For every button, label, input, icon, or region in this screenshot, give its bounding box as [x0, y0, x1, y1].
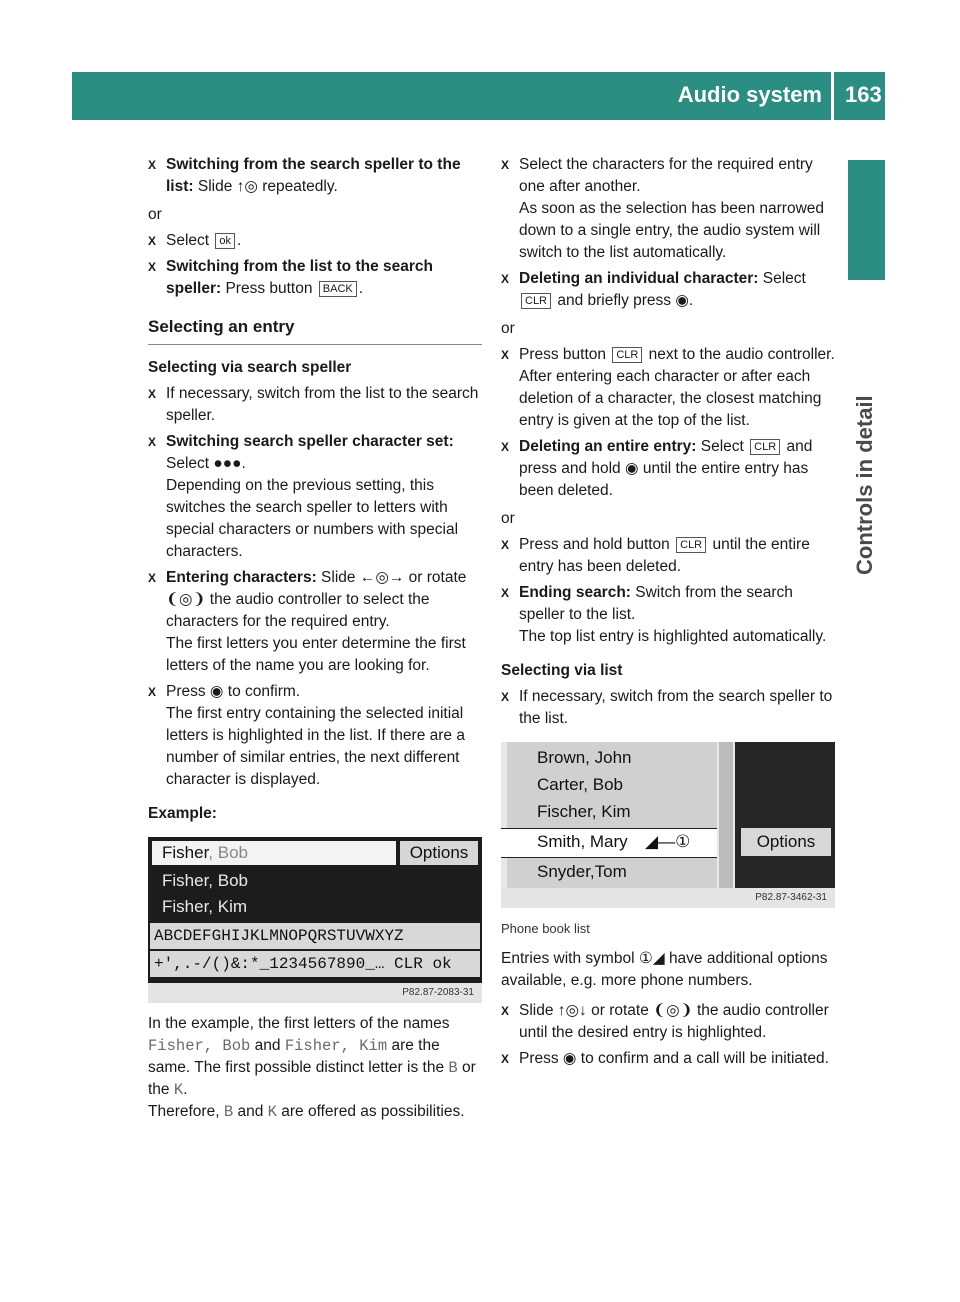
step-end: . [237, 232, 242, 249]
step-arrow-icon: X [148, 158, 157, 172]
step-text: If necessary, switch from the list to the search speller. [166, 385, 479, 424]
para-text: and [254, 1037, 281, 1054]
step-text: Press button [221, 280, 313, 297]
step-text: Slide ←◎→ or rotate ❨◎❩ the audio controller to select the characters for the required entry. [166, 569, 467, 630]
step-bold: Deleting an individual character: [519, 270, 759, 287]
phone-book-screenshot [501, 742, 835, 908]
keyboard-row-symbols: +',.-/()&:*_1234567890_… CLR ok [150, 951, 480, 977]
step-arrow-icon: X [501, 158, 510, 172]
example-paragraph [148, 1013, 482, 1123]
mono-text: K [267, 1103, 277, 1121]
step-bold: Switching from the search speller to the list: [166, 156, 461, 195]
step-continuation: The top list entry is highlighted automatically. [519, 628, 827, 645]
step-arrow-icon: X [148, 571, 157, 585]
step-text: Select ●●●. [166, 455, 246, 472]
list-item: Brown, John [537, 748, 632, 767]
step-end: until the entire entry has been deleted. [519, 536, 810, 575]
list-item: Snyder,Tom [537, 862, 627, 881]
left-column [148, 150, 482, 1123]
step-arrow-icon: X [501, 1004, 510, 1018]
step [501, 1000, 835, 1044]
step-arrow-icon: X [501, 348, 510, 362]
options-button: Options [400, 841, 478, 865]
para-text: Therefore, [148, 1103, 220, 1120]
step [501, 534, 835, 578]
step-arrow-icon: X [148, 435, 157, 449]
step-text: Press and hold button [519, 536, 670, 553]
options-button: Options [741, 828, 831, 856]
step-text: Select [696, 438, 744, 455]
step [148, 431, 482, 563]
step-continuation: The first entry containing the selected initial letters is highlighted in the list. If there are a number of similar entries, the next different character is displayed. [166, 705, 465, 788]
mono-text: Fisher, Kim [284, 1037, 388, 1055]
step [501, 686, 835, 730]
step-continuation: As soon as the selection has been narrowed down to a single entry, the audio system will switch to the list automatically. [519, 200, 825, 261]
step-bold: Deleting an entire entry: [519, 438, 697, 455]
speller-input [152, 841, 396, 865]
para-text: are offered as possibilities. [281, 1103, 465, 1120]
scrollbar [719, 742, 733, 888]
step-text: Select the characters for the required entry one after another. [519, 156, 813, 195]
paragraph: Entries with symbol ①◢ have additional options available, e.g. more phone numbers. [501, 950, 828, 989]
step-bold: Ending search: [519, 584, 631, 601]
step-end: next to the audio controller. [648, 346, 835, 363]
step-bold: Switching from the list to the search speller: [166, 258, 433, 297]
step [501, 268, 835, 312]
step-arrow-icon: X [501, 272, 510, 286]
step-text: Slide ↑◎ repeatedly. [193, 178, 338, 195]
step-arrow-icon: X [501, 690, 510, 704]
mono-text: K [173, 1081, 184, 1099]
step-arrow-icon: X [148, 387, 157, 401]
step-end: . [358, 280, 364, 297]
step [501, 1048, 835, 1070]
clr-icon: CLR [521, 293, 551, 309]
list-item: Fischer, Kim [537, 802, 631, 821]
list-item-selected: Smith, Mary [537, 832, 628, 851]
step-arrow-icon: X [148, 234, 157, 248]
step-text: Press ◉ to confirm and a call will be initiated. [519, 1050, 829, 1067]
step-end: and press and hold ◉ until the entire entry has been deleted. [519, 438, 813, 499]
para-text: are the same. The first possible distinct letter is the [148, 1037, 445, 1076]
section-heading: Selecting an entry [148, 316, 482, 345]
image-reference: P82.87-3462-31 [501, 888, 835, 908]
image-reference: P82.87-2083-31 [148, 983, 482, 1003]
step [501, 154, 835, 264]
example-label: Example: [148, 805, 217, 822]
step-text: Press ◉ to confirm. [166, 683, 301, 700]
subheading: Selecting via search speller [148, 359, 352, 376]
step-text: If necessary, switch from the search speller to the list. [519, 688, 833, 727]
chapter-title: Audio system [677, 82, 822, 107]
image-caption: Phone book list [501, 921, 590, 936]
mono-text: B [223, 1103, 234, 1121]
step-bold: Switching search speller character set: [166, 433, 454, 450]
list-item: Carter, Bob [537, 775, 623, 794]
step [501, 582, 835, 648]
ok-icon: ok [215, 233, 235, 249]
list-item: Fisher, Kim [162, 897, 248, 916]
step-arrow-icon: X [501, 586, 510, 600]
step [501, 436, 835, 502]
clr-icon: CLR [676, 537, 706, 553]
keyboard-row-letters: ABCDEFGHIJKLMNOPQRSTUVWXYZ [150, 923, 480, 949]
mono-text: Fisher, Bob [148, 1037, 251, 1055]
step-text: Select [758, 270, 806, 287]
step-end: and briefly press ◉. [557, 292, 694, 309]
right-column [501, 150, 835, 1073]
mono-text: B [448, 1059, 458, 1077]
step-continuation: Depending on the previous setting, this switches the search speller to letters with special characters or numbers with special characters. [166, 477, 459, 560]
step-arrow-icon: X [501, 440, 510, 454]
side-tab [848, 160, 885, 280]
options-marker-icon: ◢—① [645, 832, 691, 851]
dark-panel [735, 742, 835, 888]
step-bold: Entering characters: [166, 569, 317, 586]
step-arrow-icon: X [501, 1052, 510, 1066]
page-number: 163 [845, 82, 882, 107]
clr-icon: CLR [750, 439, 780, 455]
para-text: or the [148, 1059, 476, 1098]
step [148, 256, 482, 300]
search-speller-screenshot [148, 837, 482, 1003]
step-arrow-icon: X [148, 685, 157, 699]
step [148, 681, 482, 791]
step-text: Slide ↑◎↓ or rotate ❨◎❩ the audio controller until the desired entry is highlighted. [519, 1002, 829, 1041]
side-label-text: Controls in detail [852, 395, 877, 575]
or-text: or [501, 320, 515, 337]
input-typed: Fisher [162, 843, 209, 862]
back-button-icon: BACK [319, 281, 357, 297]
or-text: or [148, 206, 162, 223]
step [148, 154, 482, 198]
input-suggested: , Bob [208, 843, 248, 862]
para-text: and [237, 1103, 264, 1120]
step-continuation: After entering each character or after each deletion of a character, the closest matching entry is given at the top of the list. [519, 368, 822, 429]
step [148, 383, 482, 427]
step-text: Switch from the search speller to the list. [519, 584, 793, 623]
clr-icon: CLR [612, 347, 642, 363]
step-arrow-icon: X [148, 260, 157, 274]
step-text: Press button [519, 346, 607, 363]
subheading: Selecting via list [501, 662, 623, 679]
step-arrow-icon: X [501, 538, 510, 552]
para-text: . [183, 1081, 188, 1098]
step-continuation: The first letters you enter determine the first letters of the name you are looking for. [166, 635, 466, 674]
list-item: Fisher, Bob [162, 871, 248, 890]
header-separator [831, 72, 834, 120]
step [501, 344, 835, 432]
step-text: Select [166, 232, 210, 249]
para-text: In the example, the first letters of the names [148, 1015, 450, 1032]
or-text: or [501, 510, 515, 527]
step [148, 567, 482, 677]
step [148, 230, 482, 252]
